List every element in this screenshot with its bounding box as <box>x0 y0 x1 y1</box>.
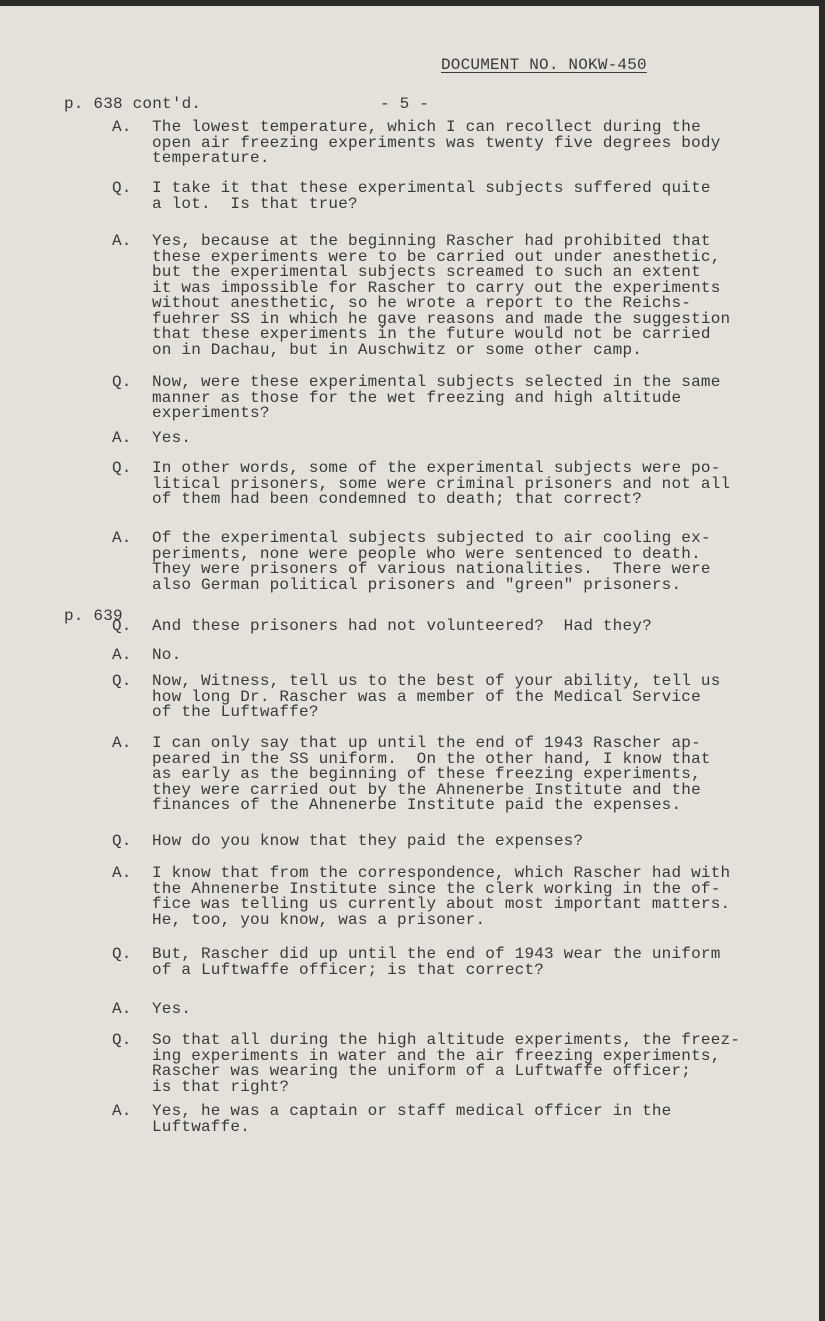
speaker-label: Q. <box>112 945 132 963</box>
transcript-line: experiments? <box>152 404 270 422</box>
speaker-label: Q. <box>112 617 132 635</box>
speaker-label: Q. <box>112 179 132 197</box>
transcript-line: So that all during the high altitude experiments, the freez- <box>152 1031 741 1049</box>
transcript-line: these experiments were to be carried out under anesthetic, <box>152 247 721 266</box>
transcript-line: In other words, some of the experimental subjects were po- <box>152 459 721 477</box>
speaker-label: A. <box>112 232 132 250</box>
transcript-line: as early as the beginning of these freezing experiments, <box>152 765 701 783</box>
transcript-line: litical prisoners, some were criminal prisoners and not all <box>152 474 731 493</box>
speaker-label: A. <box>112 734 132 752</box>
transcript-line: ing experiments in water and the air freezing experiments, <box>152 1046 721 1065</box>
transcript-line: The lowest temperature, which I can recollect during the <box>152 118 701 136</box>
speaker-label: A. <box>112 1102 132 1120</box>
transcript-line: without anesthetic, so he wrote a report to the Reichs- <box>152 294 692 312</box>
transcript-line: I know that from the correspondence, which Rascher had with <box>152 864 731 882</box>
transcript-line: of a Luftwaffe officer; is that correct? <box>152 960 545 979</box>
transcript-line: finances of the Ahnenerbe Institute paid the expenses. <box>152 796 682 814</box>
speaker-label: A. <box>112 864 132 882</box>
transcript-line: Luftwaffe. <box>152 1117 251 1136</box>
transcript-line: He, too, you know, was a prisoner. <box>152 910 486 929</box>
speaker-label: A. <box>112 529 132 547</box>
transcript-line: but the experimental subjects screamed to such an extent <box>152 263 701 281</box>
speaker-label: A. <box>112 118 132 136</box>
transcript-line: No. <box>152 646 182 664</box>
speaker-label: A. <box>112 1000 132 1018</box>
transcript-line: is that right? <box>152 1077 290 1096</box>
transcript-line: on in Dachau, but in Auschwitz or some other camp. <box>152 340 643 359</box>
transcript-line: And these prisoners had not volunteered? Had they? <box>152 617 652 635</box>
transcript-line: that these experiments in the future would not be carried <box>152 325 711 343</box>
transcript-line: of them had been condemned to death; that correct? <box>152 490 643 508</box>
transcript-line: manner as those for the wet freezing and high altitude <box>152 388 682 407</box>
transcript-line: I can only say that up until the end of 1943 Rascher ap- <box>152 734 701 752</box>
page-reference-639: p. 639 <box>64 607 123 625</box>
transcript-line: peared in the SS uniform. On the other hand, I know that <box>152 749 711 768</box>
transcript-line: it was impossible for Rascher to carry out the experiments <box>152 278 721 297</box>
transcript-line: Now, Witness, tell us to the best of your ability, tell us <box>152 672 721 690</box>
transcript-line: how long Dr. Rascher was a member of the Medical Service <box>152 687 701 706</box>
transcript-line: How do you know that they paid the expenses? <box>152 832 584 850</box>
transcript-line: Yes. <box>152 429 192 447</box>
transcript-line: they were carried out by the Ahnenerbe Institute and the <box>152 780 701 799</box>
transcript-line: But, Rascher did up until the end of 1943 wear the uniform <box>152 945 721 963</box>
transcript-line: Of the experimental subjects subjected to air cooling ex- <box>152 529 711 547</box>
transcript-line: open air freezing experiments was twenty five degrees body <box>152 133 721 152</box>
transcript-line: periments, none were people who were sentenced to death. <box>152 544 701 563</box>
transcript-line: They were prisoners of various nationalities. There were <box>152 560 711 578</box>
speaker-label: Q. <box>112 832 132 850</box>
transcript-line: also German political prisoners and "green" prisoners. <box>152 575 682 594</box>
transcript-line: Yes, he was a captain or staff medical officer in the <box>152 1102 672 1120</box>
speaker-label: Q. <box>112 459 132 477</box>
transcript-line: I take it that these experimental subjects suffered quite <box>152 179 711 197</box>
transcript-line: fuehrer SS in which he gave reasons and made the suggestion <box>152 309 731 328</box>
transcript-line: of the Luftwaffe? <box>152 703 319 721</box>
page-reference: p. 638 cont'd. <box>64 95 202 113</box>
document-number: DOCUMENT NO. NOKW-450 <box>441 56 647 74</box>
transcript-line: Yes, because at the beginning Rascher had prohibited that <box>152 232 711 250</box>
transcript-line: a lot. Is that true? <box>152 194 358 213</box>
transcript-line: the Ahnenerbe Institute since the clerk working in the of- <box>152 879 721 898</box>
speaker-label: Q. <box>112 672 132 690</box>
transcript-line: fice was telling us currently about most important matters. <box>152 895 731 913</box>
page-number: - 5 - <box>380 95 430 113</box>
transcript-line: temperature. <box>152 149 270 167</box>
speaker-label: Q. <box>112 1031 132 1049</box>
transcript-line: Yes. <box>152 1000 192 1018</box>
transcript-line: Now, were these experimental subjects selected in the same <box>152 373 721 391</box>
document-page <box>0 6 819 1321</box>
transcript-line: Rascher was wearing the uniform of a Luftwaffe officer; <box>152 1062 692 1080</box>
speaker-label: A. <box>112 646 132 664</box>
speaker-label: A. <box>112 429 132 447</box>
speaker-label: Q. <box>112 373 132 391</box>
